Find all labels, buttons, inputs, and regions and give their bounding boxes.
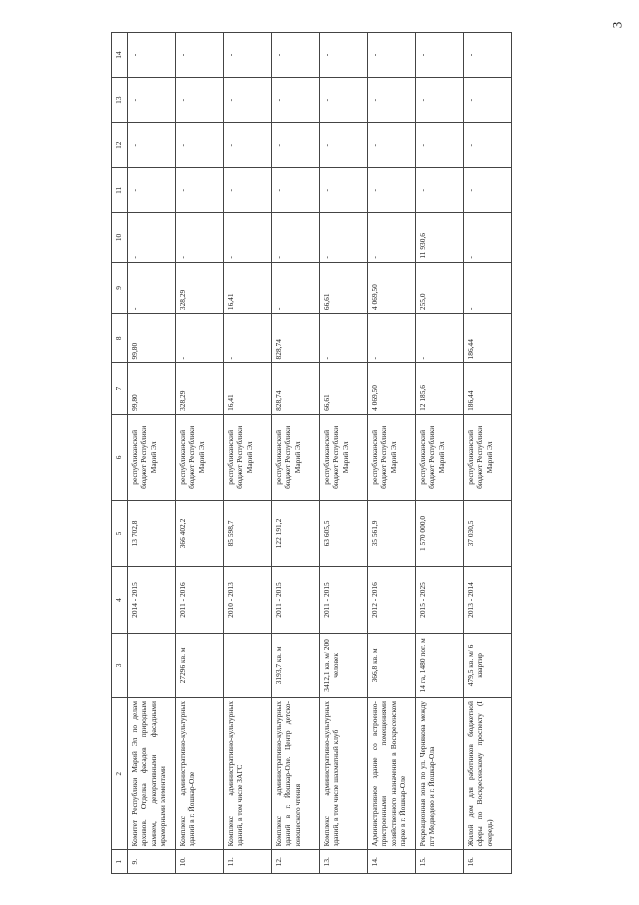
- cell-c11: -: [320, 168, 368, 213]
- col-header: 13: [112, 78, 128, 123]
- cell-source: республиканский бюджет Республики Марий Эл: [224, 414, 272, 500]
- cell-n: 15.: [416, 850, 464, 874]
- table-row: [176, 33, 224, 874]
- table-body: [128, 33, 512, 874]
- cell-c10: 11 930,6: [416, 213, 464, 262]
- cell-cap: 3193,7 кв. м: [272, 633, 320, 697]
- cell-c7: 4 069,50: [368, 363, 416, 414]
- cell-c14: -: [128, 33, 176, 78]
- cell-c11: -: [368, 168, 416, 213]
- cell-c7: 99,80: [128, 363, 176, 414]
- col-header: 4: [112, 567, 128, 634]
- cell-c8: -: [416, 314, 464, 363]
- cell-c14: -: [176, 33, 224, 78]
- cell-c13: -: [320, 78, 368, 123]
- cell-c12: -: [320, 123, 368, 168]
- table-row: [320, 33, 368, 874]
- cell-c11: -: [464, 168, 512, 213]
- cell-c10: -: [368, 213, 416, 262]
- table-row: [368, 33, 416, 874]
- cell-c9: 66,61: [320, 262, 368, 313]
- cell-c9: 16,41: [224, 262, 272, 313]
- col-header: 7: [112, 363, 128, 414]
- document-sheet: [111, 32, 512, 874]
- cell-c8: 99,80: [128, 314, 176, 363]
- cell-source: республиканский бюджет Республики Марий Эл: [416, 414, 464, 500]
- cell-name: Комплекс административно-культурных зданий в г. Йошкар-Оле. Центр детско-юношеского чтения: [272, 698, 320, 850]
- table-row: [416, 33, 464, 874]
- investment-table: [111, 32, 512, 874]
- cell-c9: -: [464, 262, 512, 313]
- cell-c12: -: [416, 123, 464, 168]
- cell-c9: 328,29: [176, 262, 224, 313]
- cell-years: 2012 - 2016: [368, 567, 416, 634]
- col-header: 6: [112, 414, 128, 500]
- cell-c12: -: [176, 123, 224, 168]
- cell-c9: 4 069,50: [368, 262, 416, 313]
- cell-c13: -: [176, 78, 224, 123]
- cell-c7: 328,29: [176, 363, 224, 414]
- cell-source: республиканский бюджет Республики Марий Эл: [464, 414, 512, 500]
- cell-cost: 1 570 000,0: [416, 500, 464, 567]
- cell-c11: -: [128, 168, 176, 213]
- cell-c10: -: [272, 213, 320, 262]
- cell-years: 2014 - 2015: [128, 567, 176, 634]
- cell-c13: -: [272, 78, 320, 123]
- cell-c8: -: [320, 314, 368, 363]
- cell-c7: 12 185,6: [416, 363, 464, 414]
- col-header: 11: [112, 168, 128, 213]
- cell-cost: 35 561,9: [368, 500, 416, 567]
- cell-years: 2015 - 2025: [416, 567, 464, 634]
- table-row: [224, 33, 272, 874]
- cell-c10: -: [464, 213, 512, 262]
- cell-name: Комплекс административно-культурных зданий, в том числе ЗАГС: [224, 698, 272, 850]
- cell-c8: 828,74: [272, 314, 320, 363]
- cell-c10: -: [224, 213, 272, 262]
- col-header: 2: [112, 698, 128, 850]
- cell-cap: 14 га, 1480 пог. м: [416, 633, 464, 697]
- cell-c7: 828,74: [272, 363, 320, 414]
- cell-c7: 186,44: [464, 363, 512, 414]
- cell-cost: 37 030,5: [464, 500, 512, 567]
- cell-c12: -: [128, 123, 176, 168]
- cell-source: республиканский бюджет Республики Марий Эл: [368, 414, 416, 500]
- cell-c12: -: [464, 123, 512, 168]
- cell-c13: -: [464, 78, 512, 123]
- cell-c14: -: [272, 33, 320, 78]
- cell-c10: -: [128, 213, 176, 262]
- cell-name: Комплекс административно-культурных зданий в г. Йошкар-Оле: [176, 698, 224, 850]
- cell-years: 2013 - 2014: [464, 567, 512, 634]
- page-number: 3: [608, 21, 624, 29]
- cell-cap: [128, 633, 176, 697]
- cell-c11: -: [272, 168, 320, 213]
- cell-c11: -: [224, 168, 272, 213]
- cell-c11: -: [176, 168, 224, 213]
- cell-n: 10.: [176, 850, 224, 874]
- cell-name: Жилой дом для работников бюджетной сферы по Воскресенскому проспекту (I очередь): [464, 698, 512, 850]
- cell-c10: -: [320, 213, 368, 262]
- col-header: 14: [112, 33, 128, 78]
- cell-c12: -: [224, 123, 272, 168]
- cell-source: республиканский бюджет Республики Марий Эл: [176, 414, 224, 500]
- cell-name: Комитет Республики Марий Эл по делам архивов. Отделка фасадов природным камнем, декоративными фасадными мраморными элементами: [128, 698, 176, 850]
- column-number-row: [112, 33, 128, 874]
- table-row: [464, 33, 512, 874]
- cell-c8: -: [368, 314, 416, 363]
- col-header: 3: [112, 633, 128, 697]
- cell-n: 9.: [128, 850, 176, 874]
- cell-c12: -: [368, 123, 416, 168]
- col-header: 10: [112, 213, 128, 262]
- cell-source: республиканский бюджет Республики Марий Эл: [272, 414, 320, 500]
- cell-years: 2011 - 2015: [320, 567, 368, 634]
- cell-n: 12.: [272, 850, 320, 874]
- cell-source: республиканский бюджет Республики Марий Эл: [128, 414, 176, 500]
- cell-cap: 27296 кв. м: [176, 633, 224, 697]
- table-row: [128, 33, 176, 874]
- cell-c13: -: [128, 78, 176, 123]
- cell-c13: -: [368, 78, 416, 123]
- cell-n: 13.: [320, 850, 368, 874]
- cell-c13: -: [416, 78, 464, 123]
- cell-cost: 63 605,5: [320, 500, 368, 567]
- cell-c7: 66,61: [320, 363, 368, 414]
- cell-cap: 3412,1 кв. м/ 200 человек: [320, 633, 368, 697]
- cell-c11: -: [416, 168, 464, 213]
- cell-cap: 366,8 кв. м: [368, 633, 416, 697]
- cell-years: 2011 - 2015: [272, 567, 320, 634]
- cell-years: 2011 - 2016: [176, 567, 224, 634]
- cell-c14: -: [224, 33, 272, 78]
- cell-cost: 85 598,7: [224, 500, 272, 567]
- cell-cap: [224, 633, 272, 697]
- col-header: 8: [112, 314, 128, 363]
- cell-c9: -: [128, 262, 176, 313]
- cell-c12: -: [272, 123, 320, 168]
- cell-n: 11.: [224, 850, 272, 874]
- cell-name: Административное здание со встроенно-пристроенными помещениями хозяйственного назначения в Воскресенском парке в г. Йошкар-Оле: [368, 698, 416, 850]
- cell-cost: 366 402,2: [176, 500, 224, 567]
- cell-c14: -: [416, 33, 464, 78]
- col-header: 1: [112, 850, 128, 874]
- cell-c9: -: [272, 262, 320, 313]
- cell-c13: -: [224, 78, 272, 123]
- cell-c8: 186,44: [464, 314, 512, 363]
- cell-name: Комплекс административно-культурных зданий, в том числе шахматный клуб: [320, 698, 368, 850]
- cell-n: 16.: [464, 850, 512, 874]
- cell-c8: -: [176, 314, 224, 363]
- cell-c10: -: [176, 213, 224, 262]
- cell-c9: 255,0: [416, 262, 464, 313]
- cell-cap: 479,5 кв. м/ 6 квартир: [464, 633, 512, 697]
- cell-cost: 13 702,8: [128, 500, 176, 567]
- table-row: [272, 33, 320, 874]
- cell-years: 2010 - 2013: [224, 567, 272, 634]
- cell-c14: -: [464, 33, 512, 78]
- cell-source: республиканский бюджет Республики Марий Эл: [320, 414, 368, 500]
- cell-c14: -: [320, 33, 368, 78]
- cell-n: 14.: [368, 850, 416, 874]
- cell-c8: -: [224, 314, 272, 363]
- col-header: 9: [112, 262, 128, 313]
- cell-c7: 16,41: [224, 363, 272, 414]
- col-header: 12: [112, 123, 128, 168]
- cell-c14: -: [368, 33, 416, 78]
- col-header: 5: [112, 500, 128, 567]
- cell-cost: 122 191,2: [272, 500, 320, 567]
- cell-name: Рекреационная зона по ул. Чернякова между пгт Медведево и г. Йошкар-Ола: [416, 698, 464, 850]
